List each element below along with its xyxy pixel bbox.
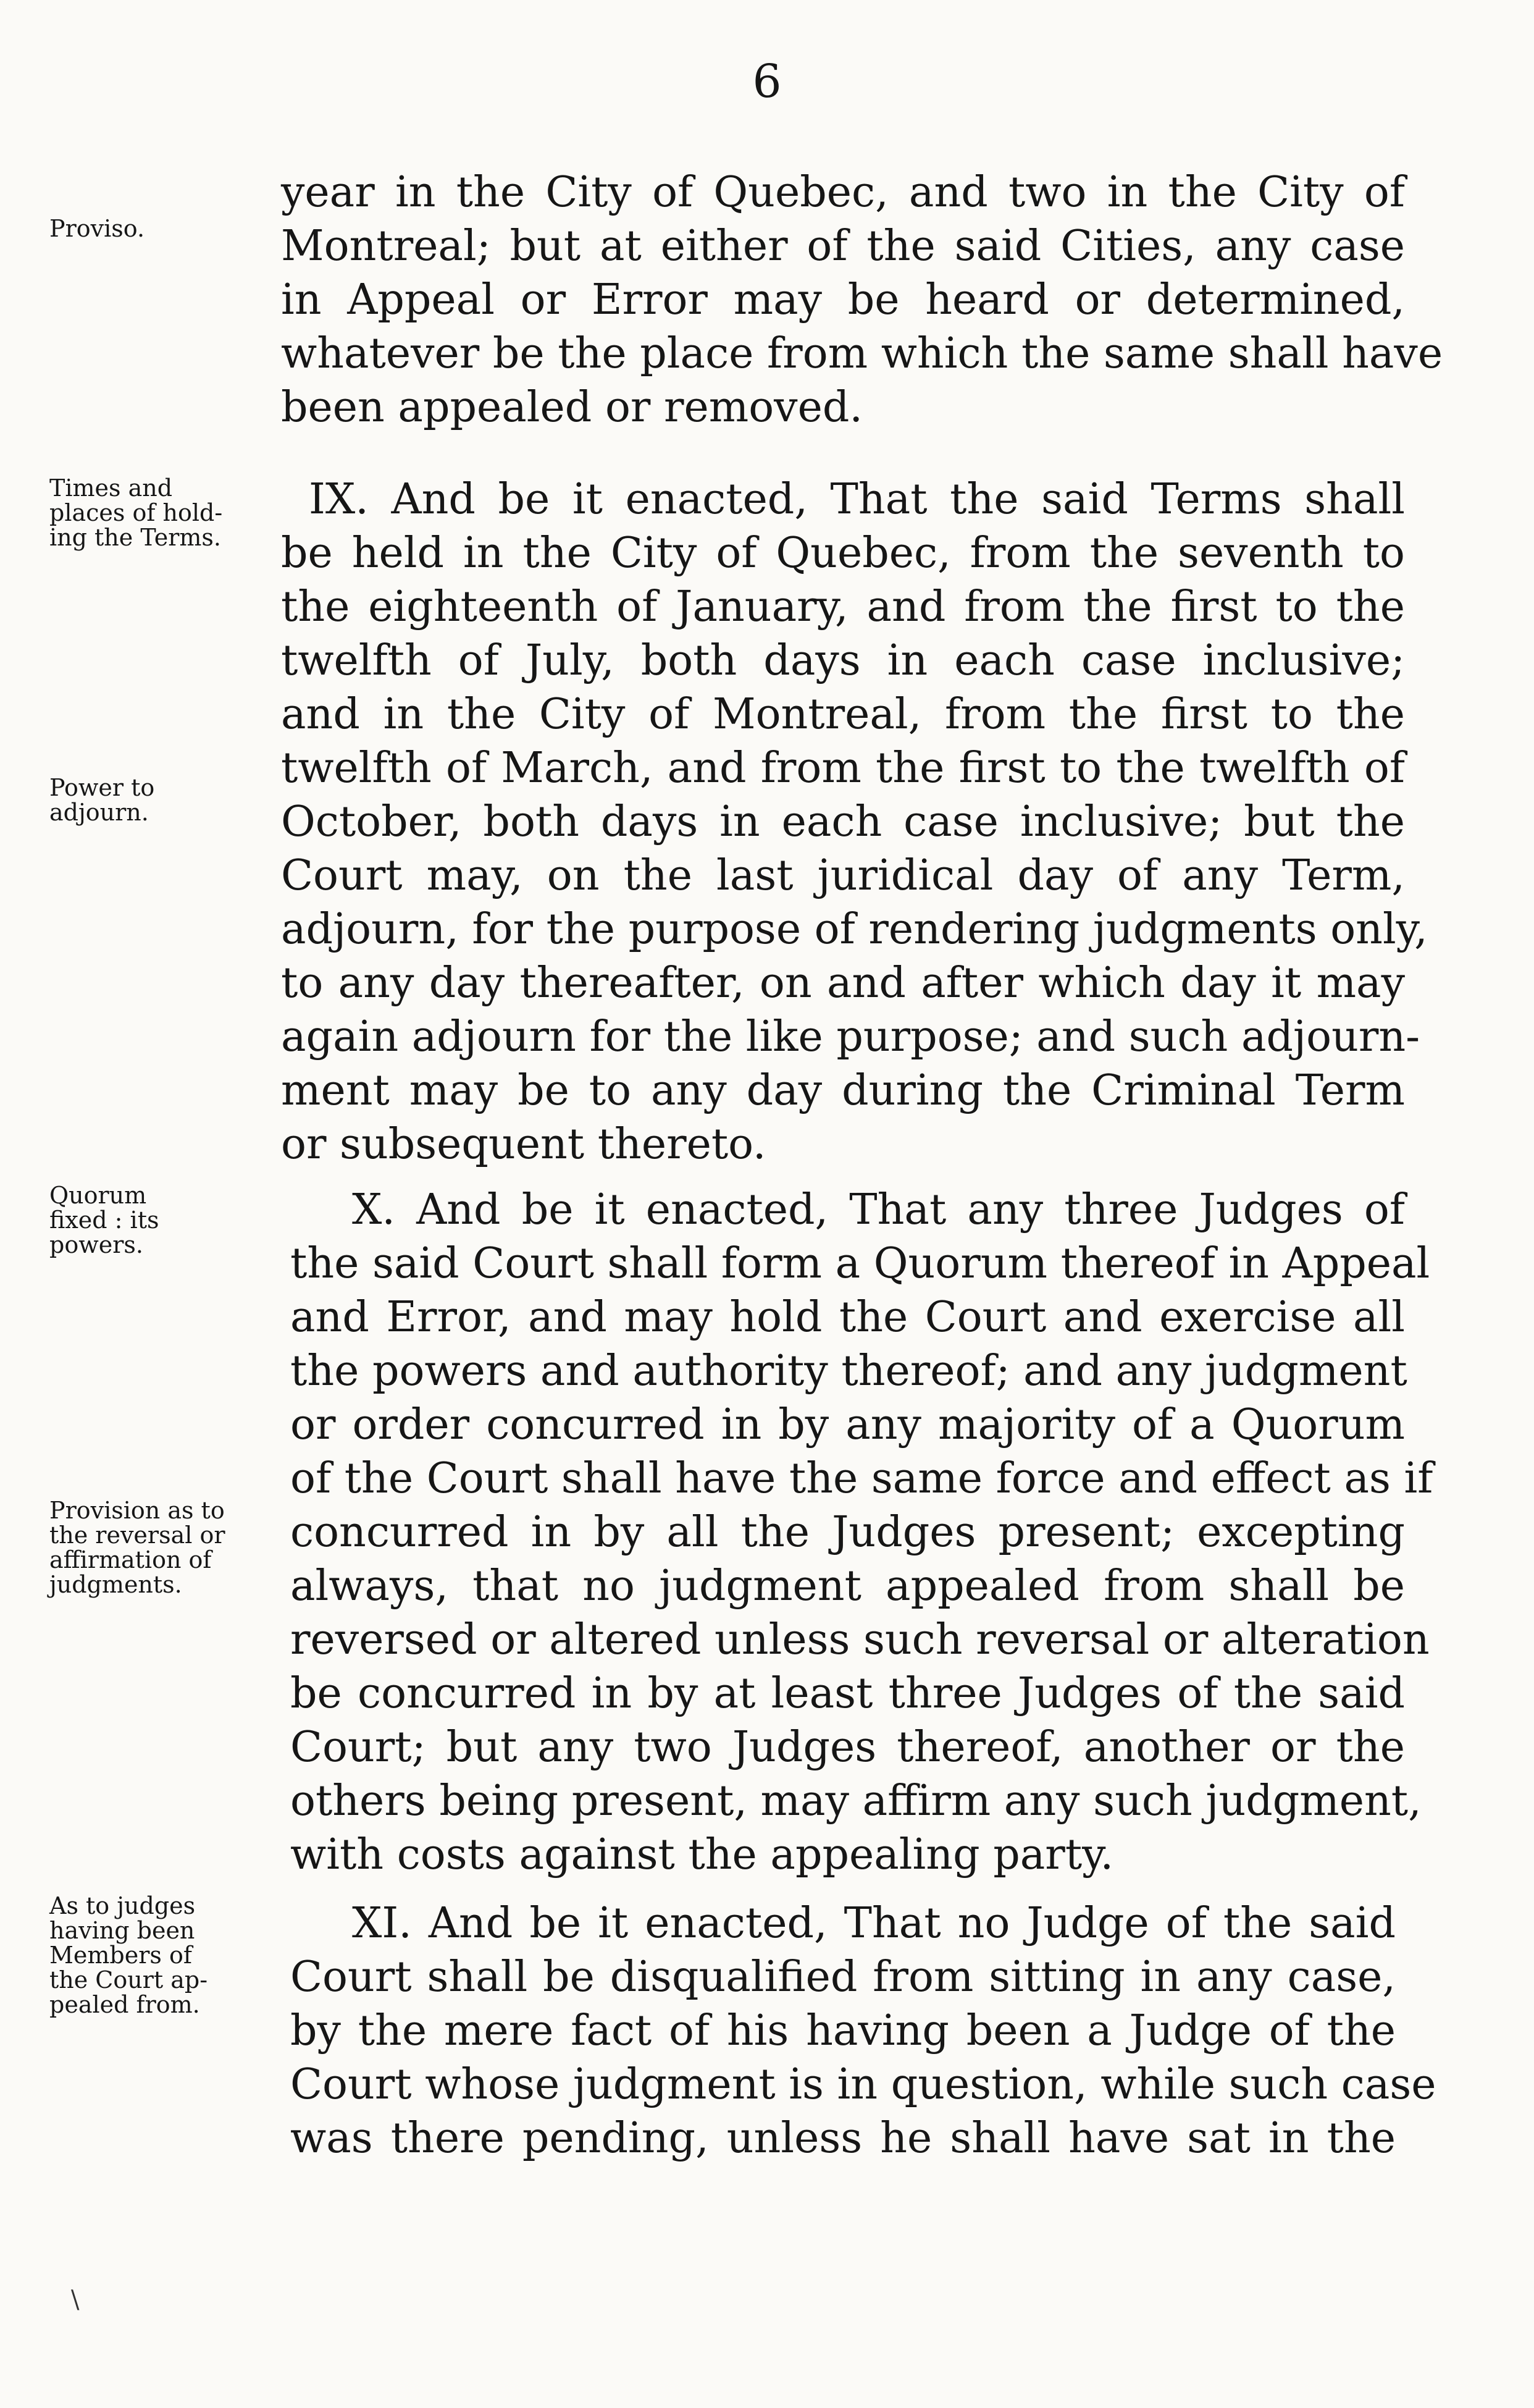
sidenote-line: ing the Terms. (49, 524, 222, 551)
text-line: October, both days in each case inclusive; but the (281, 798, 1405, 846)
text-line: XI. And be it enacted, That no Judge of the said (352, 1899, 1396, 1948)
section-x (290, 1183, 1433, 1882)
text-line: reversed or altered unless such reversal or alteration (290, 1615, 1430, 1664)
sidenote-line: Members of (49, 1942, 192, 1969)
text-line: and Error, and may hold the Court and exercise all (290, 1293, 1405, 1342)
text-line: ment may be to any day during the Criminal Term (281, 1066, 1405, 1115)
sidenote-line: powers. (49, 1231, 143, 1258)
sidenote-line: Power to (49, 774, 155, 801)
page-number: 6 (752, 55, 782, 108)
stray-mark: \ (71, 2286, 80, 2314)
text-line: twelfth of March, and from the first to the twelfth of (281, 744, 1405, 793)
sidenote-line: Quorum (49, 1182, 147, 1209)
text-line: or order concurred in by any majority of a Quorum (290, 1400, 1405, 1449)
sidenote-line: places of hold- (49, 499, 223, 526)
sidenote-line: Times and (49, 474, 173, 502)
sidenote-line: adjourn. (49, 799, 149, 826)
text-line: year in the City of Quebec, and two in the City of (281, 168, 1405, 217)
sidenote-judges-members (49, 1893, 278, 2017)
text-line: whatever be the place from which the same shall have (281, 329, 1443, 378)
text-line: X. And be it enacted, That any three Judges of (352, 1185, 1405, 1234)
sidenote-times-and-places (49, 476, 278, 550)
text-line: Court whose judgment is in question, while such case (290, 2060, 1436, 2109)
text-line: with costs against the appealing party. (290, 1830, 1114, 1879)
sidenote-provision-reversal (49, 1498, 278, 1597)
sidenote-power-to-adjourn (49, 775, 278, 825)
sidenote-line: the Court ap- (49, 1966, 208, 1993)
text-line: the powers and authority thereof; and any judgment (290, 1347, 1407, 1396)
text-line: or subsequent thereto. (281, 1120, 766, 1169)
text-line: Court; but any two Judges thereof, another or the (290, 1723, 1405, 1772)
sidenote-line: fixed : its (49, 1206, 159, 1234)
text-line: always, that no judgment appealed from shall be (290, 1562, 1405, 1610)
text-line: was there pending, unless he shall have sat in the (290, 2114, 1396, 2163)
text-line: adjourn, for the purpose of rendering judgments only, (281, 905, 1428, 954)
text-line: again adjourn for the like purpose; and such adjourn- (281, 1012, 1420, 1061)
section-ix (281, 473, 1428, 1171)
text-line: Court shall be disqualified from sitting in any case, (290, 1953, 1396, 2002)
text-line: the said Court shall form a Quorum thereof in Appeal (290, 1239, 1430, 1288)
text-line: in Appeal or Error may be heard or determined, (281, 276, 1405, 324)
text-line: IX. And be it enacted, That the said Terms shall (309, 475, 1405, 524)
text-line: others being present, may affirm any such judgment, (290, 1777, 1422, 1825)
sidenote-line: judgments. (49, 1571, 182, 1598)
sidenote-line: Proviso. (49, 215, 145, 242)
sidenote-line: affirmation of (49, 1546, 212, 1573)
section-xi (290, 1897, 1436, 2165)
text-line: by the mere fact of his having been a Judge of the (290, 2006, 1396, 2055)
text-line: Court may, on the last juridical day of any Term, (281, 851, 1405, 900)
text-line: concurred in by all the Judges present; excepting (290, 1508, 1405, 1557)
text-line: the eighteenth of January, and from the first to the (281, 583, 1405, 631)
sidenote-quorum (49, 1183, 278, 1257)
text-line: twelfth of July, both days in each case inclusive; (281, 636, 1405, 685)
sidenote-line: having been (49, 1917, 195, 1944)
sidenote-line: Provision as to (49, 1497, 225, 1524)
text-line: been appealed or removed. (281, 383, 863, 432)
text-line: be concurred in by at least three Judges of the said (290, 1669, 1405, 1718)
sidenote-line: pealed from. (49, 1991, 200, 2018)
sidenote-proviso (49, 216, 278, 241)
sidenote-line: As to judges (49, 1892, 196, 1919)
text-line: of the Court shall have the same force and effect as if (290, 1454, 1433, 1503)
text-line: to any day thereafter, on and after which day it may (281, 959, 1405, 1008)
text-line: be held in the City of Quebec, from the seventh to (281, 529, 1405, 578)
text-line: Montreal; but at either of the said Cities, any case (281, 222, 1405, 271)
text-line: and in the City of Montreal, from the first to the (281, 690, 1405, 739)
sidenote-line: the reversal or (49, 1522, 225, 1549)
paragraph-proviso (281, 166, 1443, 434)
